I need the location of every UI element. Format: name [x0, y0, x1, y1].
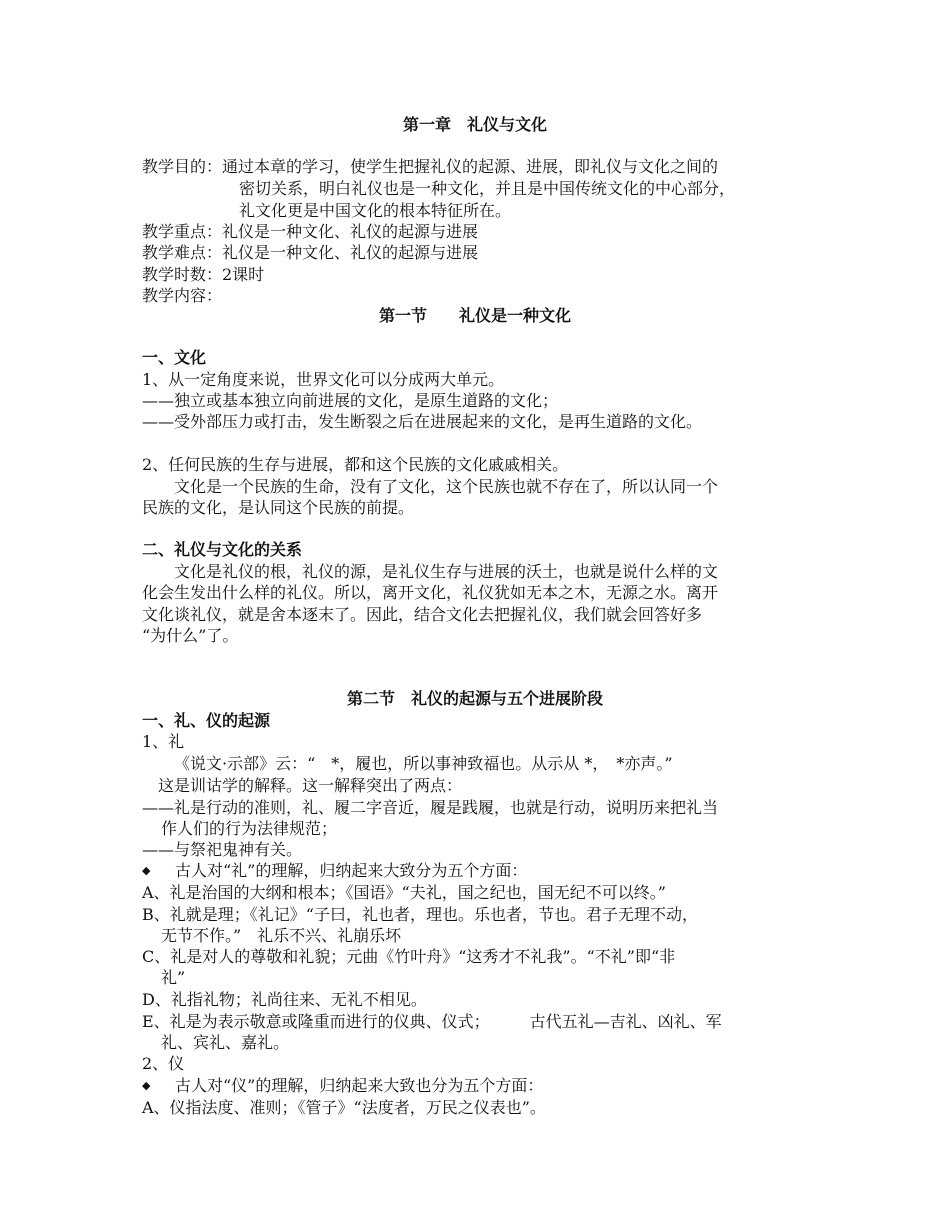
chapter-title: 第一章 礼仪与文化: [402, 115, 547, 134]
objective-line-1: 教学目的：通过本章的学习，使学生把握礼仪的起源、进展，即礼仪与文化之间的: [142, 157, 719, 176]
section1-heading-relation: 二、礼仪与文化的关系: [142, 540, 303, 559]
li-intro: 古人对“礼”的理解，归纳起来大致分为五个方面：: [175, 861, 528, 880]
shuowen-quote: 《说文·示部》云：“ *，履也，所以事神致福也。从示从 *， *亦声。”: [174, 754, 673, 773]
li-item: D、礼指礼物；礼尚往来、无礼不相见。: [142, 990, 427, 1009]
difficulties: 教学难点：礼仪是一种文化、礼仪的起源与进展: [142, 243, 479, 262]
section1-heading-culture: 一、文化: [142, 348, 207, 367]
li-item: 礼”: [161, 968, 186, 987]
section2-heading-origin: 一、礼、仪的起源: [142, 711, 271, 730]
paragraph-line: 2、任何民族的生存与进展，都和这个民族的文化戚戚相关。: [142, 455, 569, 474]
point-line: ——礼是行动的准则，礼、履二字音近，履是践履，也就是行动，说明历来把礼当: [142, 798, 719, 817]
paragraph-line: 化会生发出什么样的礼仪。所以，离开文化，礼仪犹如无本之木，无源之水。离开: [142, 583, 719, 602]
key-points: 教学重点：礼仪是一种文化、礼仪的起源与进展: [142, 222, 479, 241]
yi-label: 2、仪: [142, 1054, 185, 1073]
paragraph-line: “为什么”了。: [142, 626, 239, 645]
paragraph-line: ——受外部压力或打击，发生断裂之后在进展起来的文化，是再生道路的文化。: [142, 412, 703, 431]
section1-title: 第一节 礼仪是一种文化: [378, 306, 571, 325]
paragraph-line: ——独立或基本独立向前进展的文化，是原生道路的文化；: [142, 391, 559, 410]
hours: 教学时数：2课时: [142, 265, 265, 284]
objective-line-3: 礼文化更是中国文化的根本特征所在。: [239, 201, 512, 220]
paragraph-line: 民族的文化，是认同这个民族的前提。: [142, 498, 415, 517]
paragraph-line: 文化是礼仪的根，礼仪的源，是礼仪生存与进展的沃土，也就是说什么样的文: [142, 562, 719, 581]
paragraph-line: 文化是一个民族的生命，没有了文化，这个民族也就不存在了，所以认同一个: [142, 477, 719, 496]
content-label: 教学内容：: [142, 286, 223, 305]
yi-intro: 古人对“仪”的理解，归纳起来大致也分为五个方面：: [175, 1076, 544, 1095]
point-line: 作人们的行为法律规范；: [161, 819, 338, 838]
li-item: E、礼是为表示敬意或隆重而进行的仪典、仪式； 古代五礼—吉礼、凶礼、军: [142, 1012, 722, 1031]
point-line: ——与祭祀鬼神有关。: [142, 840, 303, 859]
li-item: B、礼就是理；《礼记》“子曰，礼也者，理也。乐也者，节也。君子无理不动，: [142, 905, 698, 924]
li-item: C、礼是对人的尊敬和礼貌；元曲《竹叶舟》“这秀才不礼我”。“不礼”即“非: [142, 947, 676, 966]
objective-line-2: 密切关系，明白礼仪也是一种文化，并且是中国传统文化的中心部分，: [239, 179, 736, 198]
shuowen-explanation: 这是训诂学的解释。这一解释突出了两点：: [158, 776, 463, 795]
diamond-bullet-icon: ◆: [142, 1079, 151, 1092]
paragraph-line: 文化谈礼仪，就是舍本逐末了。因此，结合文化去把握礼仪，我们就会回答好多: [142, 605, 703, 624]
li-label: 1、礼: [142, 732, 185, 751]
diamond-bullet-icon: ◆: [142, 864, 151, 877]
li-item: 无节不作。” 礼乐不兴、礼崩乐坏: [161, 926, 402, 945]
li-item: 礼、宾礼、嘉礼。: [161, 1033, 290, 1052]
section2-title: 第二节 礼仪的起源与五个进展阶段: [346, 689, 603, 708]
yi-item: A、仪指法度、准则；《管子》“法度者，万民之仪表也”。: [142, 1098, 546, 1117]
li-item: A、礼是治国的大纲和根本；《国语》“夫礼，国之纪也，国无纪不可以终。”: [142, 883, 666, 902]
paragraph-line: 1、从一定角度来说，世界文化可以分成两大单元。: [142, 370, 505, 389]
